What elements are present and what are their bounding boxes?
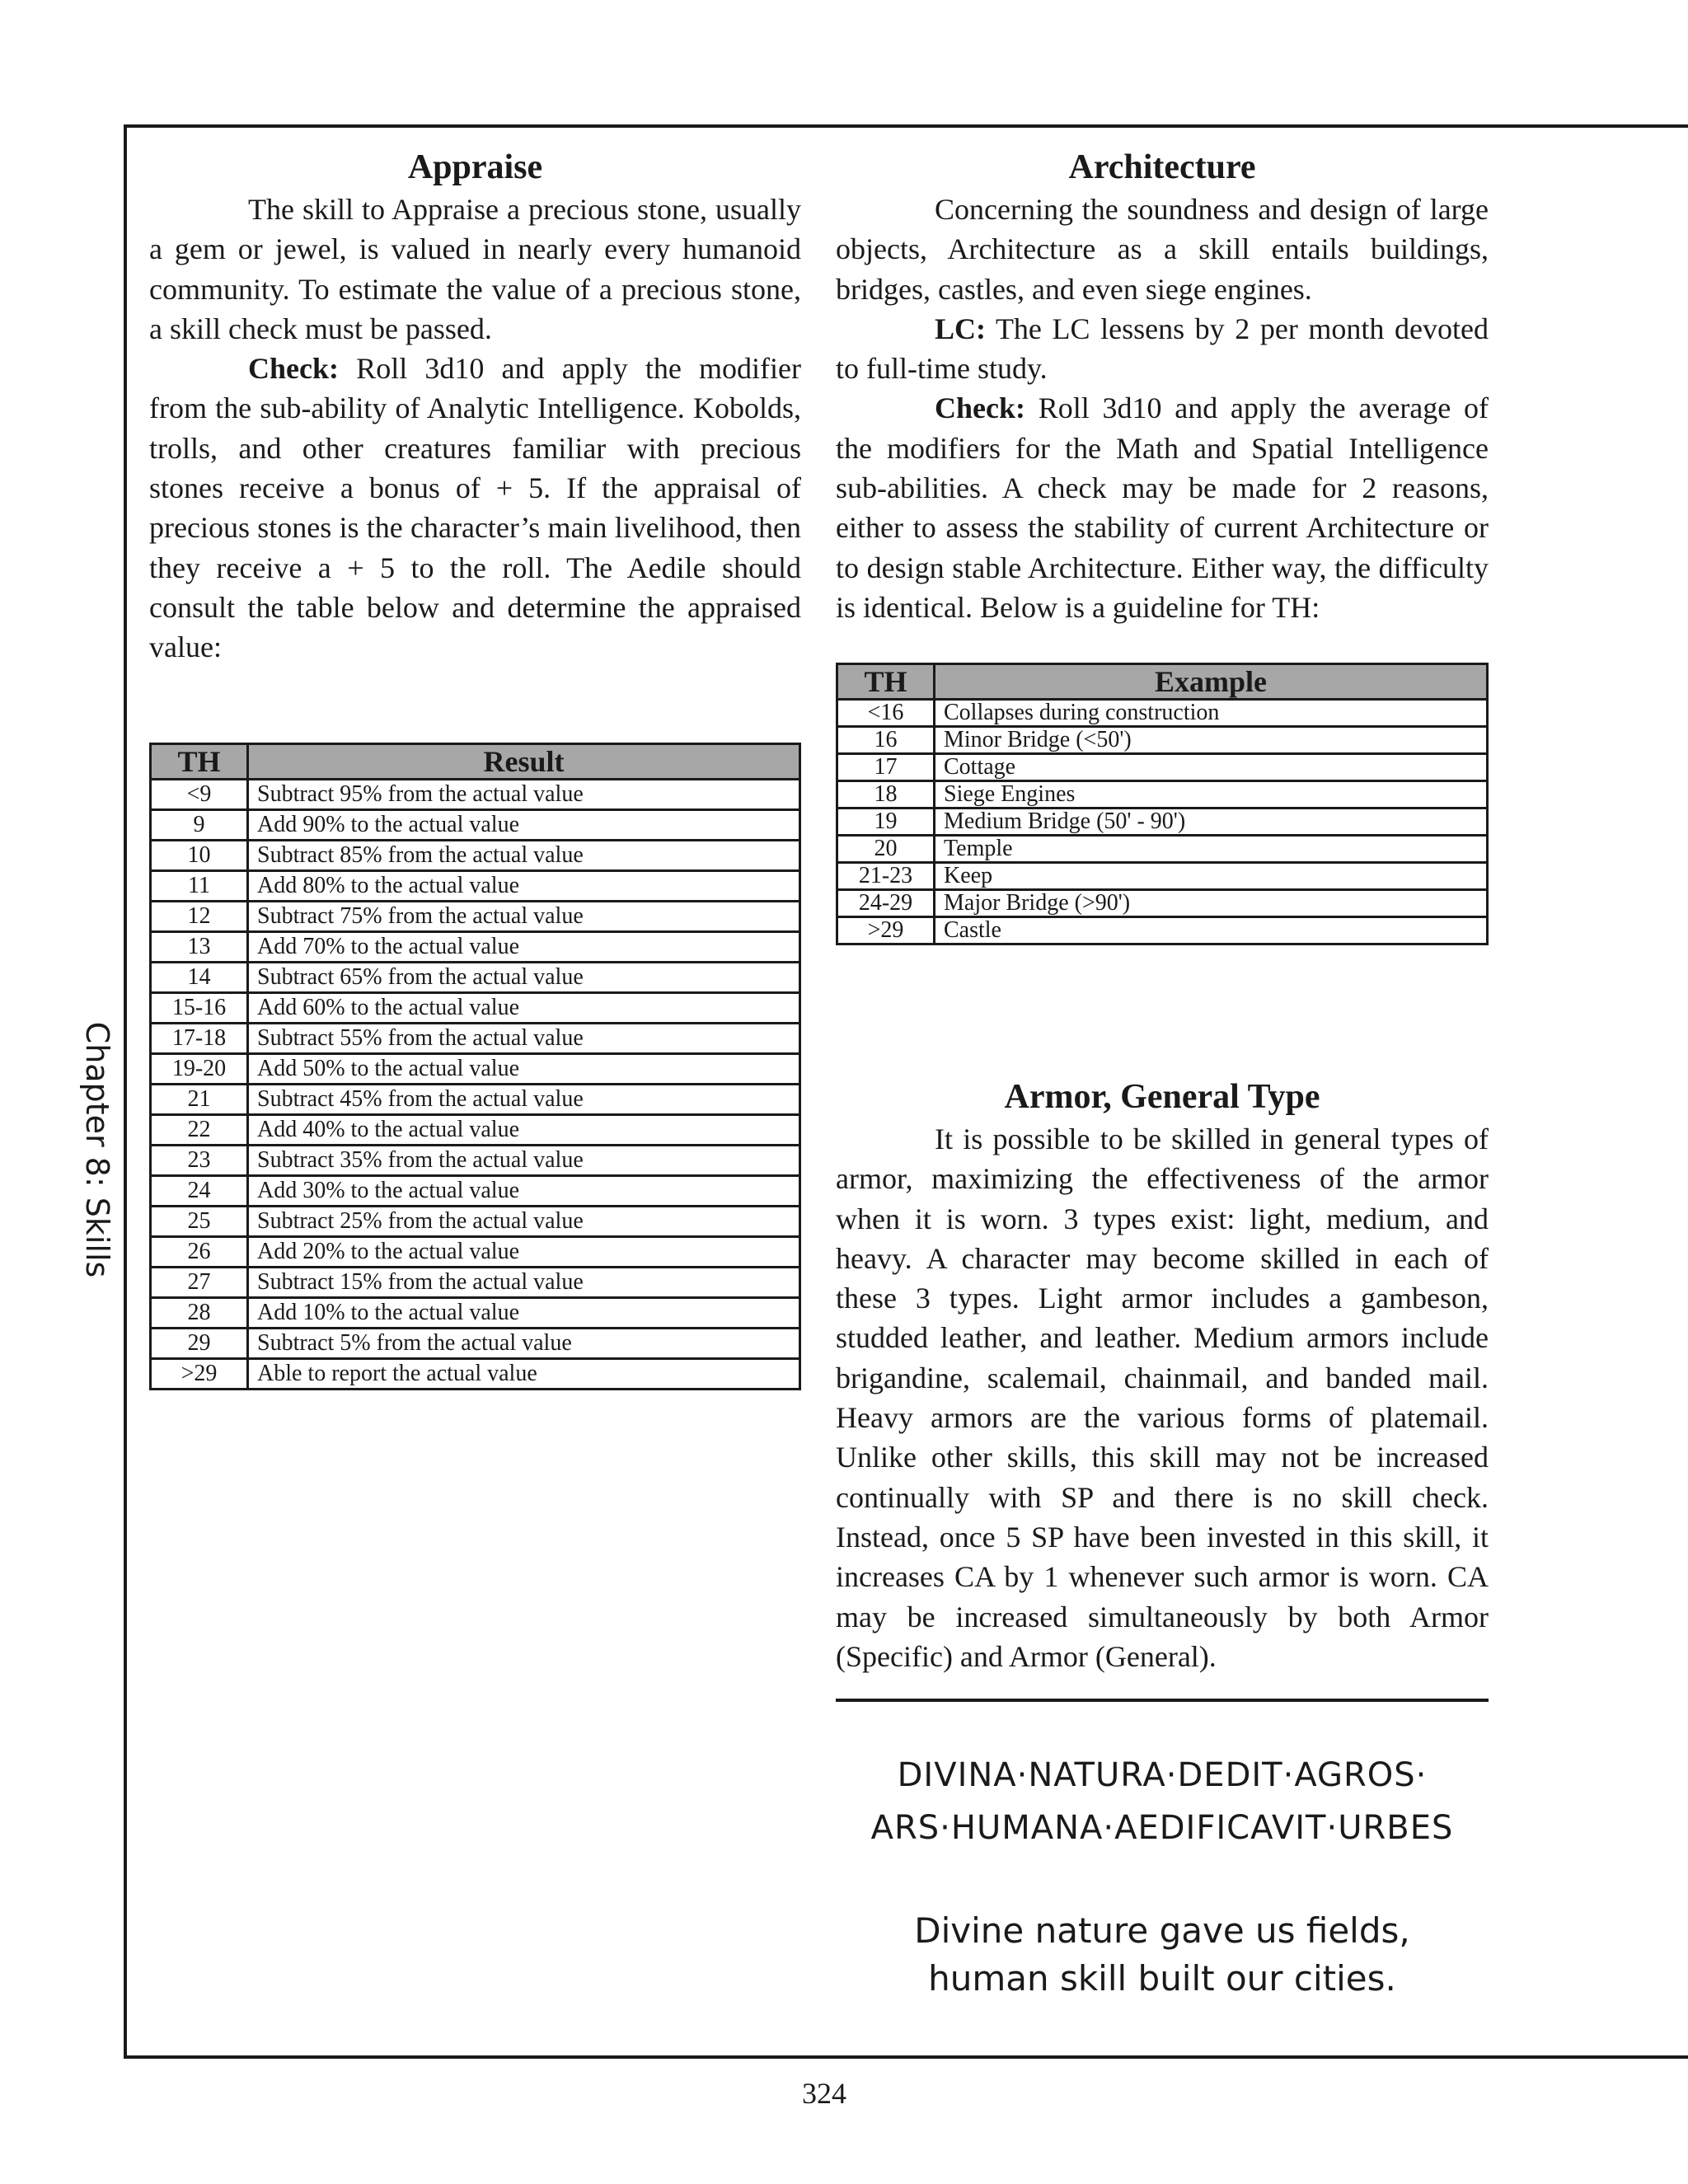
architecture-lc-text: The LC lessens by 2 per month devoted to full-time study. xyxy=(836,312,1489,386)
table-cell-text: Subtract 5% from the actual value xyxy=(248,1329,800,1359)
frame-left-rule xyxy=(124,124,127,2059)
table-row xyxy=(837,863,1488,890)
table-cell-text: Add 40% to the actual value xyxy=(248,1115,800,1146)
table-cell-text: Cottage xyxy=(935,754,1488,781)
appraise-check-paragraph xyxy=(149,349,801,667)
appraise-check-label: Check: xyxy=(248,352,339,386)
table-row xyxy=(151,1237,800,1268)
table-cell-text: Subtract 95% from the actual value xyxy=(248,780,800,810)
motto-latin-line-2: ARS·HUMANA·AEDIFICAVIT·URBES xyxy=(870,1809,1454,1847)
table-cell-th: >29 xyxy=(837,917,935,944)
table-cell-th: 16 xyxy=(837,727,935,754)
table-row xyxy=(151,1146,800,1176)
architecture-heading: Architecture xyxy=(1068,148,1256,186)
table-cell-th: <16 xyxy=(837,700,935,727)
table-cell-th: 15-16 xyxy=(151,993,248,1024)
appraise-intro: The skill to Appraise a precious stone, usually a gem or jewel, is valued in nearly every humanoid community. To estimate the value of a precious stone, a skill check must be passed. xyxy=(149,193,801,345)
table-cell-th: 14 xyxy=(151,963,248,993)
table-row xyxy=(151,1268,800,1298)
table-row xyxy=(151,810,800,841)
armor-section xyxy=(836,1075,1489,1676)
architecture-table-header xyxy=(837,664,1488,700)
architecture-table xyxy=(836,663,1489,945)
table-row xyxy=(151,1115,800,1146)
frame-bottom-rule xyxy=(124,2055,1688,2059)
architecture-lc-label: LC: xyxy=(935,312,986,345)
appraise-section xyxy=(149,145,801,668)
table-cell-th: 19 xyxy=(837,808,935,836)
table-cell-th: 28 xyxy=(151,1298,248,1329)
table-cell-text: Subtract 35% from the actual value xyxy=(248,1146,800,1176)
table-cell-th: 19-20 xyxy=(151,1054,248,1085)
table-cell-th: 18 xyxy=(837,781,935,808)
table-row xyxy=(151,963,800,993)
appraise-table xyxy=(149,743,801,1390)
table-cell-text: Siege Engines xyxy=(935,781,1488,808)
appraise-table-col-result: Result xyxy=(248,744,800,780)
architecture-check-label: Check: xyxy=(935,391,1025,425)
table-row xyxy=(151,993,800,1024)
table-row xyxy=(837,754,1488,781)
table-cell-text: Add 90% to the actual value xyxy=(248,810,800,841)
appraise-table-header xyxy=(151,744,800,780)
table-row xyxy=(151,1054,800,1085)
chapter-side-label: Chapter 8: Skills xyxy=(79,1021,115,1278)
table-row xyxy=(151,780,800,810)
table-cell-text: Minor Bridge (<50') xyxy=(935,727,1488,754)
table-cell-text: Able to report the actual value xyxy=(248,1359,800,1390)
table-cell-th: 24 xyxy=(151,1176,248,1207)
table-cell-text: Subtract 25% from the actual value xyxy=(248,1207,800,1237)
table-row xyxy=(837,808,1488,836)
table-row xyxy=(837,781,1488,808)
table-cell-text: Subtract 65% from the actual value xyxy=(248,963,800,993)
table-cell-th: 25 xyxy=(151,1207,248,1237)
table-cell-th: 21-23 xyxy=(837,863,935,890)
motto-translation-line-1: Divine nature gave us fields, xyxy=(914,1910,1410,1951)
table-cell-text: Add 50% to the actual value xyxy=(248,1054,800,1085)
table-cell-th: 23 xyxy=(151,1146,248,1176)
table-cell-th: 24-29 xyxy=(837,890,935,917)
armor-heading: Armor, General Type xyxy=(1004,1078,1320,1116)
table-cell-text: Keep xyxy=(935,863,1488,890)
table-row xyxy=(151,932,800,963)
table-row xyxy=(837,700,1488,727)
architecture-table-col-example: Example xyxy=(935,664,1488,700)
table-cell-text: Add 30% to the actual value xyxy=(248,1176,800,1207)
table-cell-th: <9 xyxy=(151,780,248,810)
architecture-section xyxy=(836,145,1489,627)
table-row xyxy=(837,727,1488,754)
table-cell-text: Subtract 85% from the actual value xyxy=(248,841,800,871)
frame-top-rule xyxy=(124,124,1688,128)
table-cell-text: Major Bridge (>90') xyxy=(935,890,1488,917)
architecture-check-paragraph xyxy=(836,388,1489,627)
table-cell-text: Add 10% to the actual value xyxy=(248,1298,800,1329)
table-row xyxy=(151,1207,800,1237)
table-cell-th: 17-18 xyxy=(151,1024,248,1054)
page-number: 324 xyxy=(802,2077,846,2110)
table-cell-th: 10 xyxy=(151,841,248,871)
table-cell-text: Subtract 45% from the actual value xyxy=(248,1085,800,1115)
table-cell-th: 13 xyxy=(151,932,248,963)
table-cell-th: 26 xyxy=(151,1237,248,1268)
table-cell-text: Add 80% to the actual value xyxy=(248,871,800,902)
table-row xyxy=(151,1085,800,1115)
table-cell-th: 29 xyxy=(151,1329,248,1359)
table-row xyxy=(151,871,800,902)
table-row xyxy=(151,841,800,871)
table-cell-text: Temple xyxy=(935,836,1488,863)
table-cell-text: Add 60% to the actual value xyxy=(248,993,800,1024)
table-cell-text: Add 70% to the actual value xyxy=(248,932,800,963)
section-divider xyxy=(836,1699,1489,1702)
table-cell-th: 22 xyxy=(151,1115,248,1146)
table-cell-text: Subtract 55% from the actual value xyxy=(248,1024,800,1054)
appraise-table-col-th: TH xyxy=(151,744,248,780)
table-cell-th: 9 xyxy=(151,810,248,841)
table-cell-th: 12 xyxy=(151,902,248,932)
architecture-table-col-th: TH xyxy=(837,664,935,700)
table-row xyxy=(151,902,800,932)
table-row xyxy=(151,1176,800,1207)
table-cell-text: Medium Bridge (50' - 90') xyxy=(935,808,1488,836)
appraise-heading: Appraise xyxy=(407,148,543,186)
appraise-check-text: Roll 3d10 and apply the modifier from the sub-ability of Analytic Intelligence. Kobolds, trolls, and other creatures familiar with precious stones receive a bonus of + 5. If the appraisal of precious stones is the character’s main livelihood, then they receive a + 5 to the roll. The Aedile should consult the table below and determine the appraised value: xyxy=(149,352,801,664)
table-cell-text: Subtract 75% from the actual value xyxy=(248,902,800,932)
table-row xyxy=(151,1298,800,1329)
table-row xyxy=(151,1329,800,1359)
architecture-lc-paragraph xyxy=(836,309,1489,389)
table-row xyxy=(837,917,1488,944)
table-cell-text: Castle xyxy=(935,917,1488,944)
armor-text: It is possible to be skilled in general types of armor, maximizing the effectiveness of the armor when it is worn. 3 types exist: light, medium, and heavy. A character may become skilled in each of these 3 types. Light armor includes a gambeson, studded leather, and leather. Medium armors include brigandine, scalemail, chainmail, and banded mail. Heavy armors are the various forms of platemail. Unlike other skills, this skill may not be increased continually with SP and there is no skill check. Instead, once 5 SP have been invested in this skill, it increases CA by 1 whenever such armor is worn. CA may be increased simultaneously by both Armor (Specific) and Armor (General). xyxy=(836,1122,1489,1673)
table-cell-text: Collapses during construction xyxy=(935,700,1488,727)
table-cell-th: 17 xyxy=(837,754,935,781)
architecture-intro: Concerning the soundness and design of large objects, Architecture as a skill entails buildings, bridges, castles, and even siege engines. xyxy=(836,193,1489,306)
motto-translation-line-2: human skill built our cities. xyxy=(928,1958,1396,1999)
table-cell-th: 27 xyxy=(151,1268,248,1298)
table-cell-th: 11 xyxy=(151,871,248,902)
table-cell-text: Add 20% to the actual value xyxy=(248,1237,800,1268)
motto-latin-line-1: DIVINA·NATURA·DEDIT·AGROS· xyxy=(897,1756,1428,1794)
table-row xyxy=(837,836,1488,863)
table-cell-text: Subtract 15% from the actual value xyxy=(248,1268,800,1298)
table-cell-th: 21 xyxy=(151,1085,248,1115)
table-row xyxy=(151,1359,800,1390)
table-cell-th: 20 xyxy=(837,836,935,863)
table-row xyxy=(837,890,1488,917)
architecture-check-text: Roll 3d10 and apply the average of the modifiers for the Math and Spatial Intelligence sub-abilities. A check may be made for 2 reasons, either to assess the stability of current Architecture or to design stable Architecture. Either way, the difficulty is identical. Below is a guideline for TH: xyxy=(836,391,1489,624)
table-row xyxy=(151,1024,800,1054)
table-cell-th: >29 xyxy=(151,1359,248,1390)
